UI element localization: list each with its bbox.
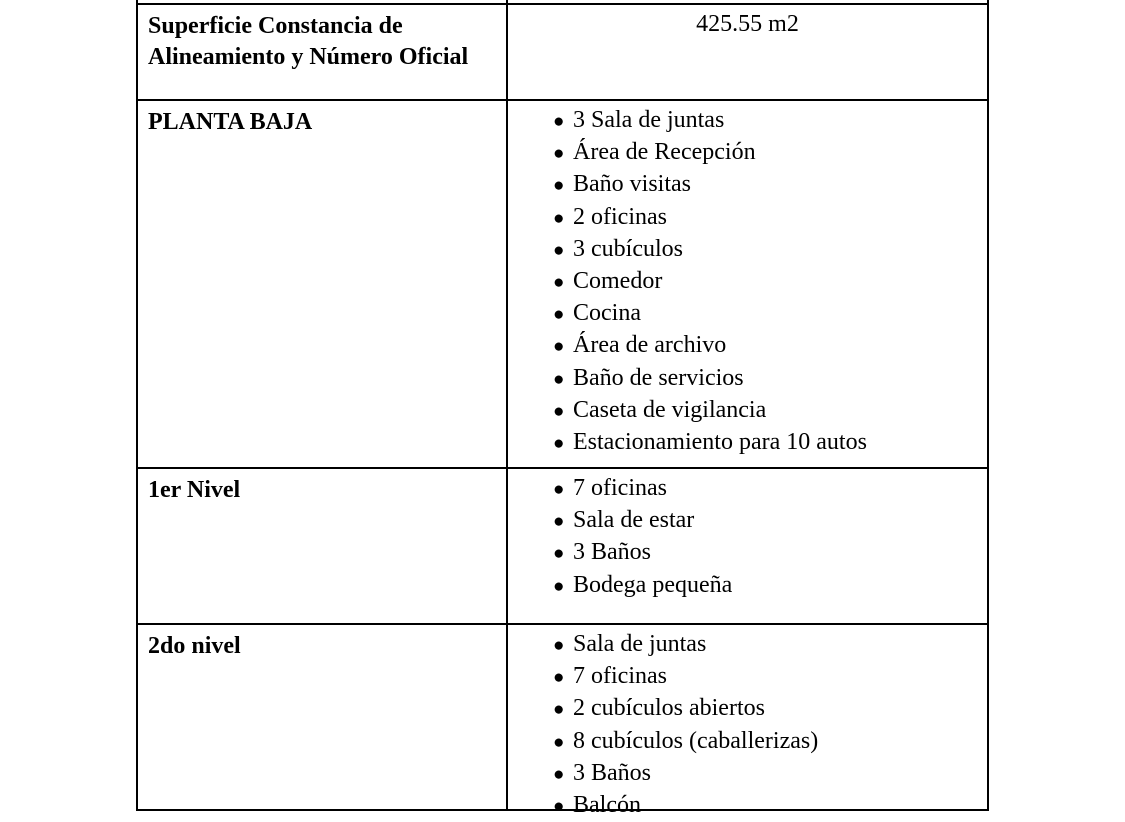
list-item-text: 3 Sala de juntas [573,107,725,133]
bullet-icon: ● [553,304,565,326]
2do-nivel-list [553,629,987,822]
list-item [553,537,987,569]
bullet-icon: ● [553,731,565,753]
bullet-icon: ● [553,111,565,132]
list-item-text: 2 cubículos abiertos [573,695,765,722]
list-item-text: 3 Baños [573,759,651,786]
list-item-text: Sala de estar [573,507,695,534]
row-value-1er-nivel [508,469,987,623]
bullet-icon: ● [553,763,565,785]
list-item-text: Balcón [573,792,641,819]
bullet-icon: ● [553,175,565,197]
list-item-text: 8 cubículos (caballerizas) [573,727,819,754]
list-item [553,790,987,822]
list-item [553,693,987,725]
bullet-icon: ● [553,143,565,165]
bullet-icon: ● [553,479,565,500]
list-item-text: 7 oficinas [573,663,667,690]
list-item-text: Baño visitas [573,171,691,198]
table-cell-value-stub [508,0,987,3]
list-item-text: Comedor [573,268,663,295]
list-item [553,330,987,362]
planta-baja-list [553,105,987,459]
table-row-2do-nivel [138,623,987,819]
table-row-superficie [138,3,987,99]
list-item [553,473,987,505]
bullet-icon: ● [553,272,565,294]
list-item-text: Área de Recepción [573,139,756,166]
list-item-text: Baño de servicios [573,364,744,391]
bullet-icon: ● [553,511,565,533]
list-item-text: 2 oficinas [573,203,667,230]
list-item-text: 7 oficinas [573,475,667,501]
list-item [553,726,987,758]
list-item-text: 3 Baños [573,539,651,566]
list-item [553,505,987,537]
row-value-planta-baja [508,101,987,467]
list-item-text: Cocina [573,300,641,327]
list-item [553,202,987,234]
list-item [553,758,987,790]
bullet-icon: ● [553,796,565,818]
table-row-top-stub [138,0,987,3]
bullet-icon: ● [553,400,565,422]
bullet-icon: ● [553,635,565,656]
bullet-icon: ● [553,699,565,721]
list-item [553,363,987,395]
list-item-text: Área de archivo [573,332,727,359]
bullet-icon: ● [553,543,565,565]
row-label-planta-baja: PLANTA BAJA [138,101,508,467]
bullet-icon: ● [553,667,565,689]
list-item [553,137,987,169]
row-label-superficie: Superficie Constancia de Alineamiento y Número Oficial [138,5,508,99]
bullet-icon: ● [553,207,565,229]
bullet-icon: ● [553,575,565,597]
list-item [553,629,987,661]
bullet-icon: ● [553,239,565,261]
bullet-icon: ● [553,433,565,455]
list-item [553,169,987,201]
list-item [553,105,987,137]
list-item [553,266,987,298]
row-value-2do-nivel [508,625,987,819]
row-value-superficie: 425.55 m2 [696,11,799,37]
list-item [553,298,987,330]
list-item-text: Caseta de vigilancia [573,396,767,423]
list-item [553,570,987,602]
list-item-text: Estacionamiento para 10 autos [573,429,867,456]
list-item-text: Bodega pequeña [573,571,733,598]
list-item-text: Sala de juntas [573,631,707,657]
list-item-text: 3 cubículos [573,235,683,262]
row-label-1er-nivel: 1er Nivel [138,469,508,623]
list-item [553,427,987,459]
rooms-table [136,0,989,819]
list-item [553,395,987,427]
row-label-2do-nivel: 2do nivel [138,625,508,809]
bullet-icon: ● [553,368,565,390]
list-item [553,661,987,693]
bullet-icon: ● [553,336,565,358]
table-row-1er-nivel [138,467,987,623]
table-row-planta-baja [138,99,987,467]
table-cell-label-stub [138,0,508,3]
list-item [553,234,987,266]
1er-nivel-list [553,473,987,602]
